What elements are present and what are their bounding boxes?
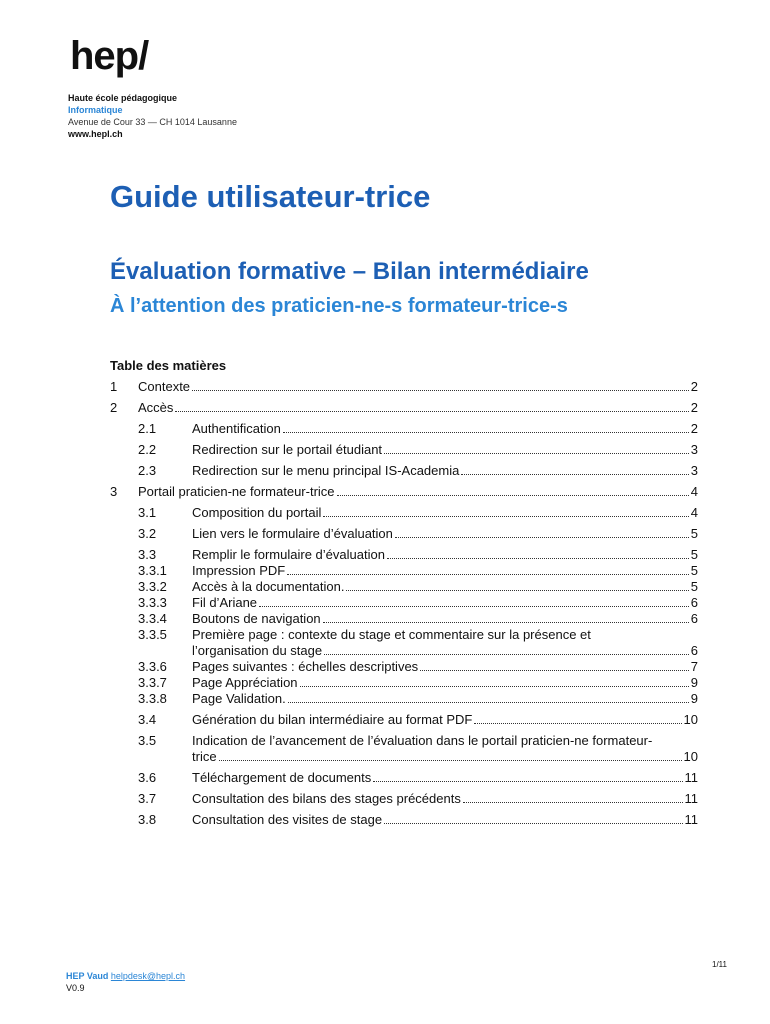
toc-entry-page: 11 (684, 812, 698, 827)
toc-entry[interactable] (110, 463, 698, 479)
toc-entry-page: 9 (690, 691, 698, 706)
toc-entry-text: Fil d’Ariane (192, 595, 258, 610)
toc-entry-text: Redirection sur le portail étudiant (192, 442, 383, 457)
toc-entry-text: Redirection sur le menu principal IS-Academia (192, 463, 460, 478)
toc-entry-text: Consultation des bilans des stages précédents (192, 791, 461, 806)
document-subtitle: Évaluation formative – Bilan intermédiaire (110, 258, 589, 285)
toc-entry-number: 2.2 (138, 442, 157, 457)
toc-entry[interactable] (110, 675, 698, 691)
toc-entry-page: 6 (690, 643, 698, 658)
toc-entry-text: Téléchargement de documents (192, 770, 372, 785)
toc-heading: Table des matières (110, 358, 227, 373)
toc-entry-number: 3.3.3 (138, 595, 167, 610)
toc-entry-text: Page Validation. (192, 691, 286, 706)
toc-entry-text: Page Appréciation (192, 675, 298, 690)
toc-entry-text: Accès (138, 400, 174, 415)
toc-entry-number: 3.7 (138, 791, 157, 806)
toc-entry-page: 4 (690, 505, 698, 520)
toc-entry[interactable] (110, 812, 698, 828)
toc-entry-text: Contexte (138, 379, 191, 394)
toc-entry-page: 10 (683, 712, 698, 727)
toc-entry-number: 3.3.8 (138, 691, 167, 706)
toc-entry-text: Authentification (192, 421, 281, 436)
version-label: V0.9 (66, 983, 85, 993)
toc-entry-number: 3.5 (138, 733, 157, 748)
toc-entry[interactable] (110, 712, 698, 728)
toc-entry-text: Portail praticien-ne formateur-trice (138, 484, 335, 499)
toc-entry[interactable] (110, 691, 698, 707)
toc-entry[interactable] (110, 421, 698, 437)
school-name: Haute école pédagogique (68, 93, 178, 103)
toc-entry[interactable] (110, 547, 698, 563)
toc-entry-page: 9 (690, 675, 698, 690)
table-of-contents (110, 379, 698, 828)
toc-entry-number: 1 (110, 379, 118, 394)
toc-entry-text-continued: trice (192, 749, 217, 764)
toc-entry-page: 6 (690, 595, 698, 610)
toc-entry-number: 3.2 (138, 526, 157, 541)
document-audience: À l’attention des praticien-ne-s formateur-trice-s (110, 295, 568, 317)
toc-entry-text-continued: l’organisation du stage (192, 643, 323, 658)
toc-entry[interactable] (110, 579, 698, 595)
website-link[interactable]: www.hepl.ch (68, 129, 123, 139)
toc-entry[interactable] (110, 627, 698, 659)
toc-entry-number: 3.6 (138, 770, 157, 785)
toc-entry-page: 6 (690, 611, 698, 626)
toc-entry-page: 3 (690, 463, 698, 478)
toc-entry-text: Lien vers le formulaire d’évaluation (192, 526, 393, 541)
toc-entry-page: 3 (690, 442, 698, 457)
toc-entry-page: 10 (683, 749, 698, 764)
toc-entry-number: 3.3.2 (138, 579, 167, 594)
toc-entry-number: 3.3.4 (138, 611, 167, 626)
toc-entry-page: 11 (684, 770, 698, 785)
toc-entry[interactable] (110, 442, 698, 458)
toc-entry-page: 5 (690, 563, 698, 578)
toc-entry-text: Accès à la documentation. (192, 579, 345, 594)
toc-entry[interactable] (110, 733, 698, 765)
toc-entry-number: 3.3 (138, 547, 157, 562)
footer (66, 970, 185, 994)
toc-entry[interactable] (110, 563, 698, 579)
toc-entry-page: 5 (690, 526, 698, 541)
toc-entry[interactable] (110, 659, 698, 675)
toc-entry-page: 11 (684, 791, 698, 806)
toc-entry-number: 3.4 (138, 712, 157, 727)
helpdesk-email-link[interactable]: helpdesk@hepl.ch (110, 971, 186, 981)
document-title: Guide utilisateur-trice (110, 179, 431, 214)
toc-entry-text: Boutons de navigation (192, 611, 321, 626)
toc-entry-text: Impression PDF (192, 563, 286, 578)
toc-entry-text: Composition du portail (192, 505, 322, 520)
toc-entry-text: Indication de l’avancement de l’évaluation dans le portail praticien-ne formateur- (192, 733, 653, 748)
toc-entry[interactable] (110, 526, 698, 542)
toc-entry-number: 2.1 (138, 421, 157, 436)
toc-entry-page: 4 (690, 484, 698, 499)
toc-entry-text: Génération du bilan intermédiaire au format PDF (192, 712, 473, 727)
toc-entry-number: 3 (110, 484, 118, 499)
toc-entry-text: Consultation des visites de stage (192, 812, 383, 827)
toc-entry-page: 2 (690, 400, 698, 415)
toc-entry-number: 2 (110, 400, 118, 415)
street-address: Avenue de Cour 33 — CH 1014 Lausanne (68, 117, 237, 127)
toc-entry-number: 3.3.6 (138, 659, 167, 674)
toc-entry-number: 3.3.7 (138, 675, 167, 690)
toc-entry-number: 3.3.5 (138, 627, 167, 642)
footer-org: HEP Vaud (66, 971, 109, 981)
toc-entry-page: 5 (690, 547, 698, 562)
toc-entry[interactable] (110, 379, 698, 395)
toc-entry-number: 3.8 (138, 812, 157, 827)
toc-entry[interactable] (110, 484, 698, 500)
toc-entry-page: 7 (690, 659, 698, 674)
toc-entry-text: Remplir le formulaire d’évaluation (192, 547, 385, 562)
toc-entry[interactable] (110, 770, 698, 786)
toc-entry[interactable] (110, 505, 698, 521)
toc-entry-page: 5 (690, 579, 698, 594)
department-name: Informatique (68, 105, 123, 115)
toc-entry-number: 3.3.1 (138, 563, 167, 578)
hep-logo: hep/ (70, 34, 149, 78)
toc-entry[interactable] (110, 400, 698, 416)
toc-entry[interactable] (110, 595, 698, 611)
toc-entry-number: 2.3 (138, 463, 157, 478)
toc-entry-page: 2 (690, 379, 698, 394)
toc-entry-page: 2 (690, 421, 698, 436)
page-number: 1/11 (712, 960, 727, 969)
institution-address (68, 92, 237, 140)
toc-entry[interactable] (110, 791, 698, 807)
toc-entry-number: 3.1 (138, 505, 157, 520)
toc-entry-text: Pages suivantes : échelles descriptives (192, 659, 419, 674)
toc-entry[interactable] (110, 611, 698, 627)
toc-entry-text: Première page : contexte du stage et commentaire sur la présence et (192, 627, 591, 642)
